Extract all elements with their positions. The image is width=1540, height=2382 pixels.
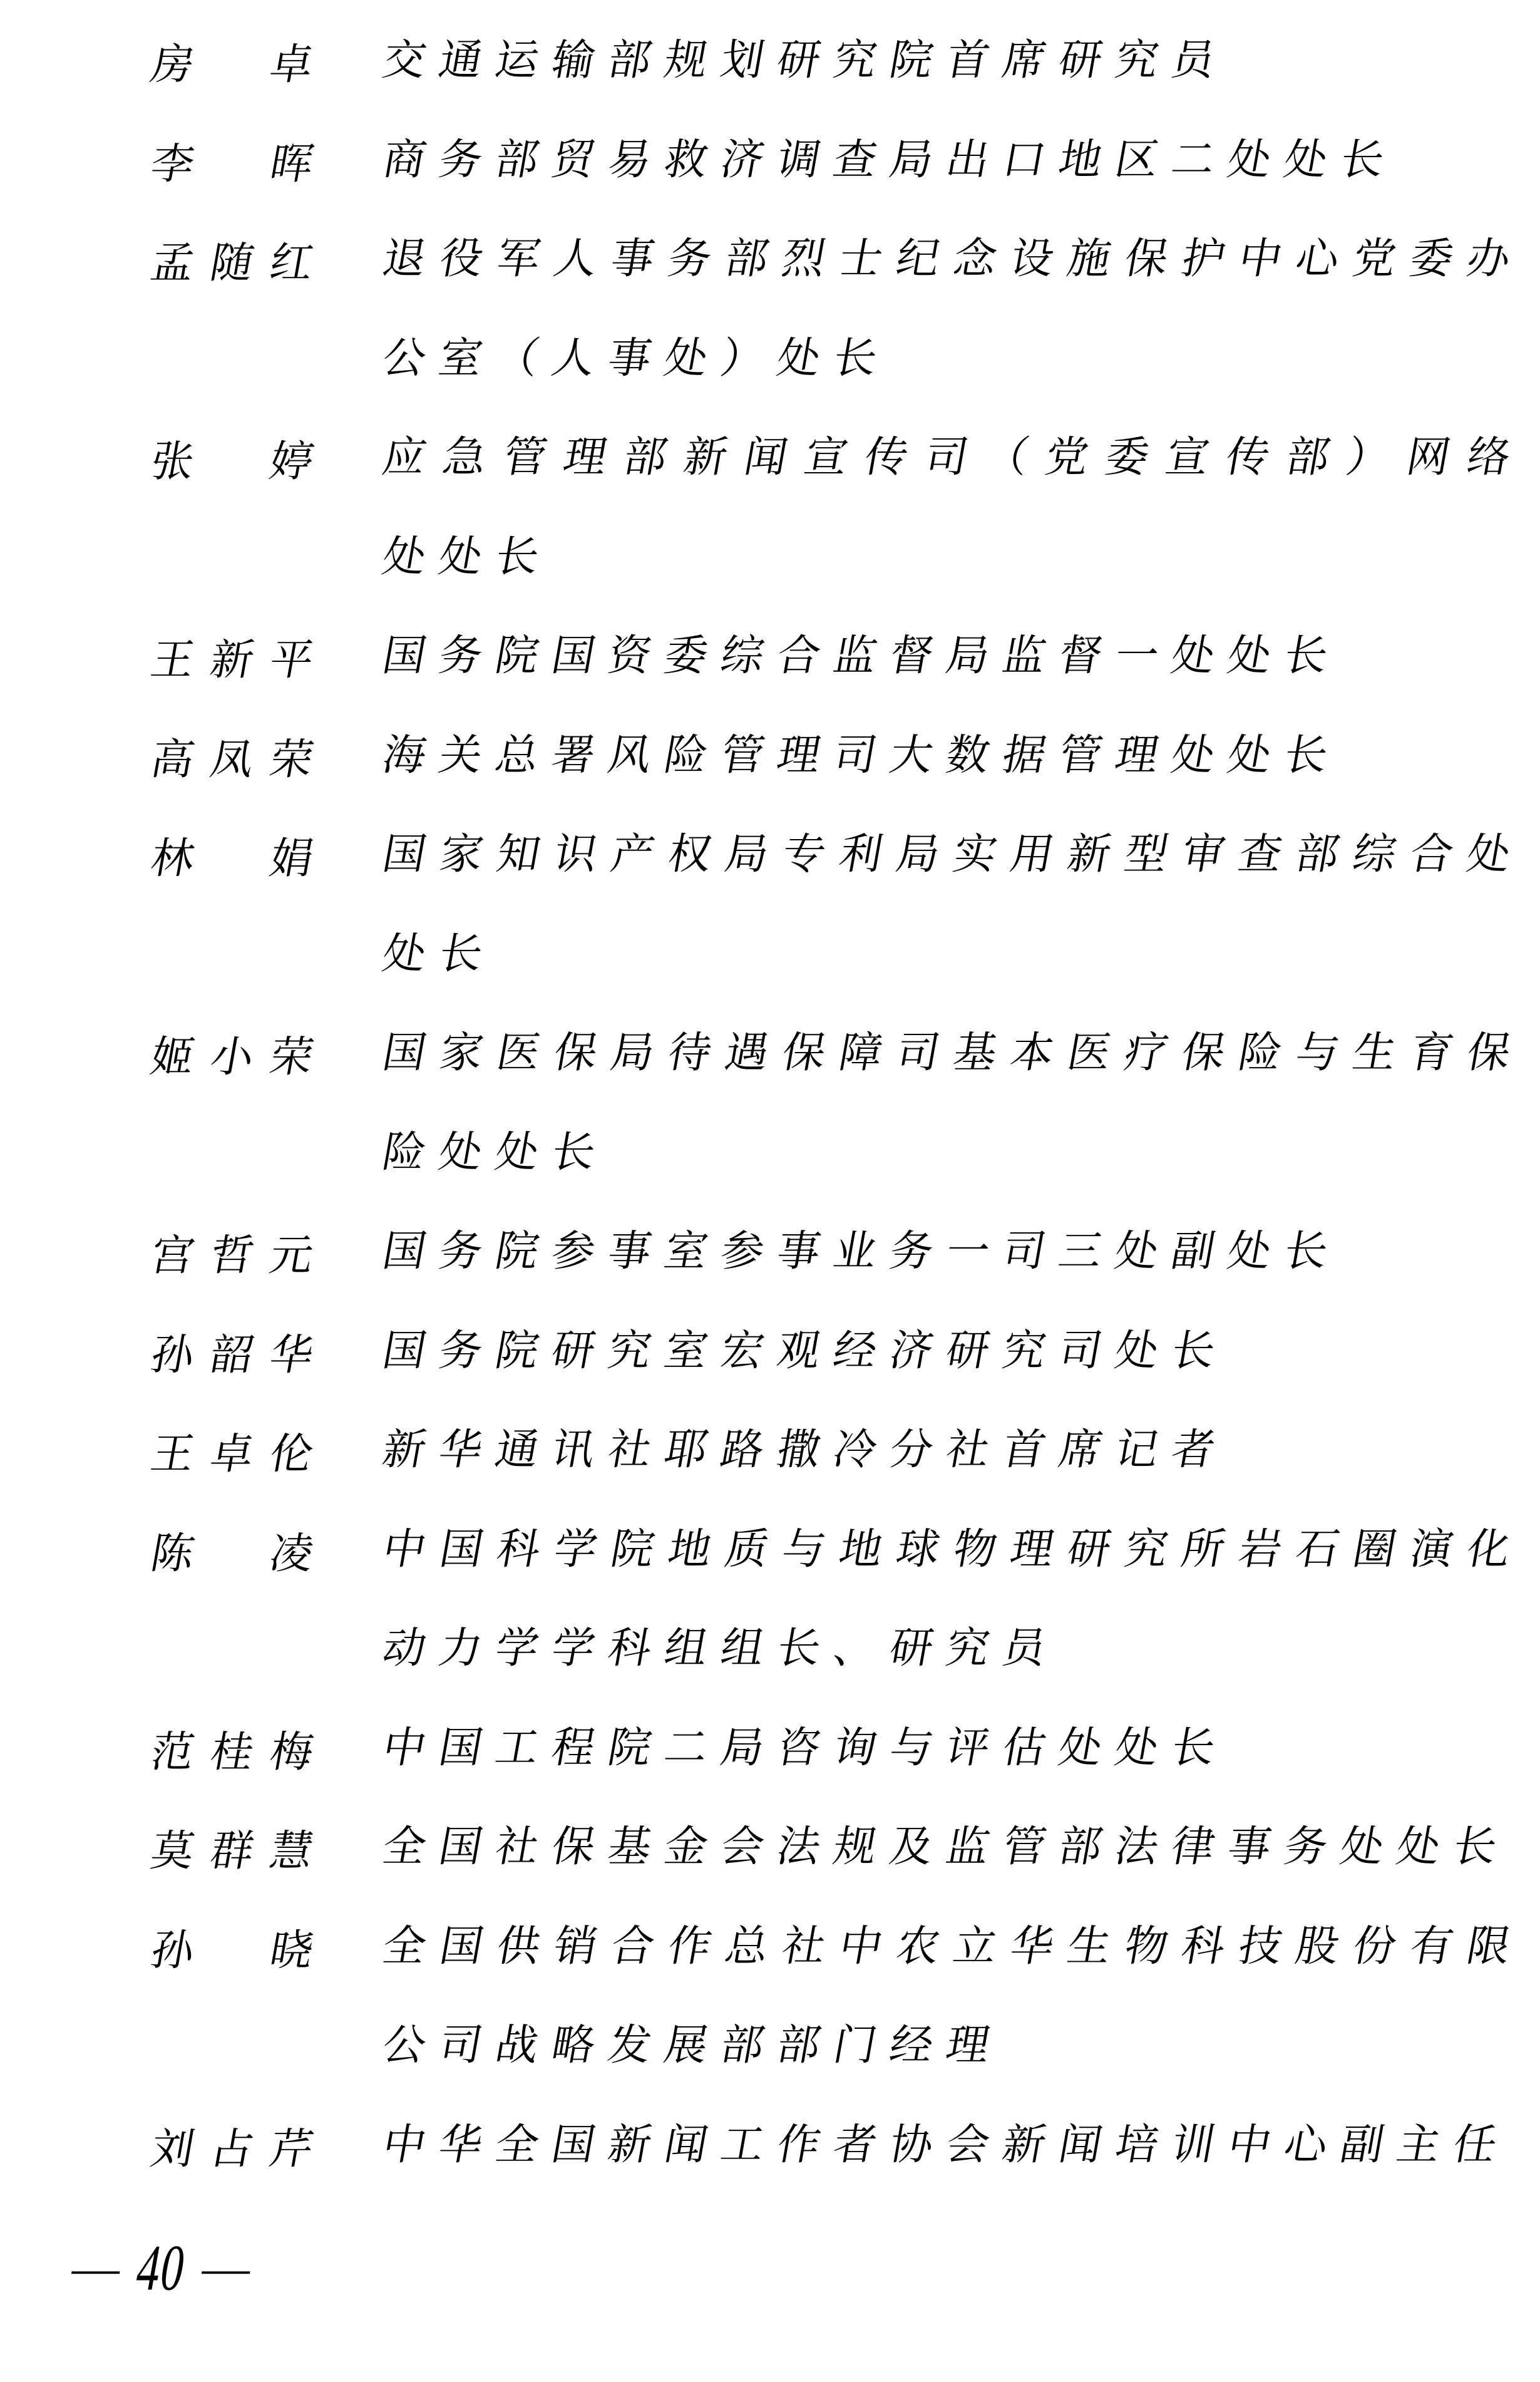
- entry-role: 处处长: [379, 532, 557, 580]
- entry-role: 国务院国资委综合监督局监督一处处长: [379, 632, 1345, 680]
- entry-role: 商务部贸易救济调查局出口地区二处处长: [379, 135, 1402, 183]
- entry-role: 交通运输部规划研究院首席研究员: [379, 36, 1233, 85]
- entry-name: 王 新 平: [147, 636, 317, 684]
- entry-name: 孙 晓: [147, 1926, 317, 1974]
- entry-row: [143, 1798, 1519, 1897]
- entry-role: 公司战略发展部部门经理: [379, 2021, 1007, 2070]
- entry-role: 应 急 管 理 部 新 闻 宣 传 司 （ 党 委 宣 传 部 ） 网 络: [379, 433, 1514, 482]
- entry-row-continuation: [143, 1103, 1519, 1203]
- entry-name: 张 婷: [147, 437, 317, 485]
- entry-role: 处长: [379, 929, 500, 977]
- entry-role: 退 役 军 人 事 务 部 烈 士 纪 念 设 施 保 护 中 心 党 委 办: [379, 235, 1514, 283]
- entry-row: [143, 1500, 1519, 1600]
- entry-row: [143, 408, 1519, 508]
- entry-name: 姬 小 荣: [147, 1033, 317, 1081]
- entry-name: 王 卓 伦: [147, 1430, 317, 1478]
- entry-name: 范 桂 梅: [147, 1728, 317, 1776]
- entry-role: 海关总署风险管理司大数据管理处处长: [379, 731, 1345, 779]
- entry-row: [143, 1302, 1519, 1401]
- footer-dash-left: —: [68, 2241, 125, 2294]
- entry-row: [143, 111, 1519, 210]
- entry-role: 国 家 医 保 局 待 遇 保 障 司 基 本 医 疗 保 险 与 生 育 保: [379, 1029, 1514, 1077]
- entry-row: [143, 1699, 1519, 1798]
- entry-row-continuation: [143, 905, 1519, 1004]
- name-title-list: [147, 11, 1514, 2195]
- entry-row: [143, 607, 1519, 706]
- footer-dash-right: —: [198, 2241, 255, 2294]
- entry-row: [143, 2096, 1519, 2195]
- entry-role: 国务院参事室参事业务一司三处副处长: [379, 1227, 1345, 1276]
- entry-role: 国 家 知 识 产 权 局 专 利 局 实 用 新 型 审 查 部 综 合 处: [379, 830, 1514, 879]
- entry-name: 陈 凌: [147, 1529, 317, 1577]
- entry-row-continuation: [143, 309, 1519, 409]
- entry-row-continuation: [143, 1599, 1519, 1699]
- entry-role: 中国工程院二局咨询与评估处处长: [379, 1723, 1233, 1771]
- entry-role: 中华全国新闻工作者协会新闻培训中心副主任: [379, 2120, 1514, 2168]
- entry-row-continuation: [143, 508, 1519, 607]
- entry-row: [143, 805, 1519, 905]
- entry-role: 全国社保基金会法规及监管部法律事务处处长: [379, 1823, 1514, 1871]
- entry-role: 全 国 供 销 合 作 总 社 中 农 立 华 生 物 科 技 股 份 有 限: [379, 1922, 1514, 1970]
- page-footer: [66, 2231, 256, 2304]
- entry-row-continuation: [143, 1996, 1519, 2096]
- entry-row: [143, 1401, 1519, 1500]
- entry-role: 动力学学科组组长、研究员: [379, 1624, 1064, 1673]
- entry-name: 孟 随 红: [147, 239, 317, 287]
- entry-role: 公室（人事处）处长: [379, 334, 895, 382]
- entry-row: [143, 11, 1519, 111]
- page-number: 40: [131, 2231, 192, 2304]
- entry-name: 高 凤 荣: [147, 735, 317, 783]
- entry-name: 刘 占 芹: [147, 2125, 317, 2173]
- entry-row: [143, 706, 1519, 806]
- entry-row: [143, 1004, 1519, 1103]
- entry-role: 国务院研究室宏观经济研究司处长: [379, 1326, 1233, 1374]
- entry-name: 林 娟: [147, 834, 317, 882]
- entry-role: 新华通讯社耶路撒冷分社首席记者: [379, 1426, 1233, 1474]
- entry-role: 中 国 科 学 院 地 质 与 地 球 物 理 研 究 所 岩 石 圈 演 化: [379, 1525, 1514, 1573]
- entry-name: 房 卓: [147, 40, 317, 88]
- entry-role: 险处处长: [379, 1128, 613, 1176]
- entry-name: 宫 哲 元: [147, 1231, 317, 1279]
- entry-row: [143, 1897, 1519, 1997]
- entry-row: [143, 1202, 1519, 1302]
- entry-row: [143, 210, 1519, 309]
- entry-name: 李 晖: [147, 140, 317, 188]
- entry-name: 孙 韶 华: [147, 1331, 317, 1379]
- entry-name: 莫 群 慧: [147, 1827, 317, 1875]
